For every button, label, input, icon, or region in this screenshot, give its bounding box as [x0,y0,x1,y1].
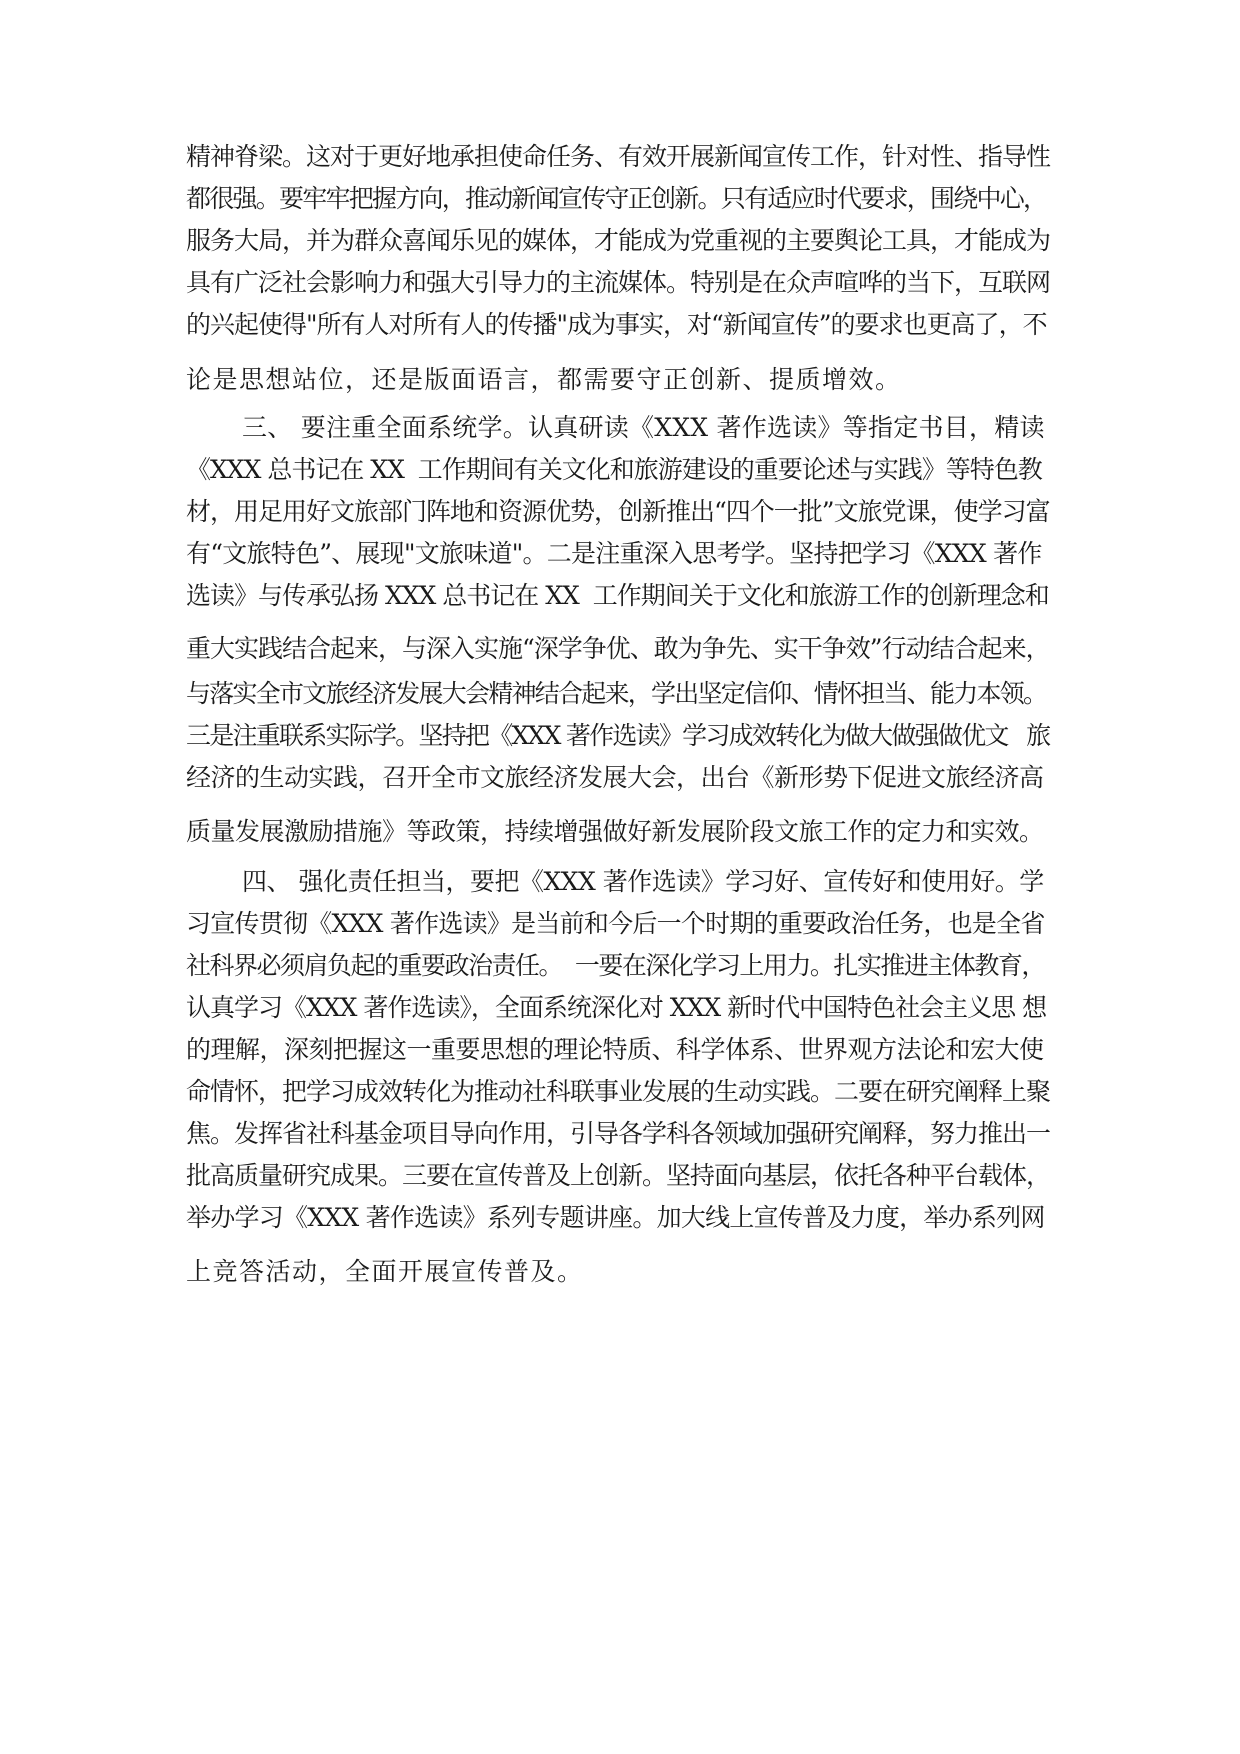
paragraph-line: 选读》与传承弘扬 XXX 总书记在 XX 工作期间关于文化和旅游工作的创新理念和 [186,581,1049,610]
paragraph-line: 论是思想站位，还是版面语言，都需要守正创新、提质增效。 [186,365,902,394]
paragraph-line: 认真学习《XXX 著作选读》，全面系统深化对 XXX 新时代中国特色社会主义思 想 [186,993,1047,1022]
paragraph-line: 服务大局，并为群众喜闻乐见的媒体，才能成为党重视的主要舆论工具，才能成为 [186,226,1051,255]
paragraph-line: 具有广泛社会影响力和强大引导力的主流媒体。特别是在众声喧哗的当下，互联网 [186,268,1051,297]
paragraph-line: 习宣传贯彻《XXX 著作选读》是当前和今后一个时期的重要政治任务，也是全省 [186,909,1045,938]
paragraph-line: 的兴起使得"所有人对所有人的传播"成为事实，对“新闻宣传”的要求也更高了，不 [186,310,1047,339]
paragraph-line: 批高质量研究成果。三要在宣传普及上创新。坚持面向基层，依托各种平台载体， [186,1161,1051,1190]
paragraph-line: 与落实全市文旅经济发展大会精神结合起来，学出坚定信仰、情怀担当、能力本领。 [186,679,1047,708]
paragraph-line: 焦。发挥省社科基金项目导向作用，引导各学科各领域加强研究阐释，努力推出一 [186,1119,1051,1148]
paragraph-line: 有“文旅特色”、展现"文旅味道"。二是注重深入思考学。坚持把学习《XXX 著作 [186,539,1042,568]
paragraph-line: 上竞答活动，全面开展宣传普及。 [186,1257,584,1286]
paragraph-line: 材，用足用好文旅部门阵地和资源优势，创新推出“四个一批”文旅党课，使学习富 [186,497,1050,526]
paragraph-line: 重大实践结合起来，与深入实施“深学争优、敢为争先、实干争效”行动结合起来， [186,634,1050,663]
paragraph-line: 质量发展激励措施》等政策，持续增强做好新发展阶段文旅工作的定力和实效。 [186,817,1044,846]
section-heading-line: 四、 强化责任担当，要把《XXX 著作选读》学习好、宣传好和使用好。学 [242,867,1044,896]
paragraph-line: 《XXX 总书记在 XX 工作期间有关文化和旅游建设的重要论述与实践》等特色教 [186,455,1042,484]
paragraph-line: 都很强。要牢牢把握方向，推动新闻宣传守正创新。只有适应时代要求，围绕中心， [186,184,1047,213]
paragraph-line: 经济的生动实践，召开全市文旅经济发展大会，出台《新形势下促进文旅经济高 [186,763,1044,792]
paragraph-line: 三是注重联系实际学。坚持把《XXX 著作选读》学习成效转化为做大做强做优文 旅 [186,721,1050,750]
paragraph-line: 举办学习《XXX 著作选读》系列专题讲座。加大线上宣传普及力度，举办系列网 [186,1203,1045,1232]
paragraph-line: 的理解，深刻把握这一重要思想的理论特质、科学体系、世界观方法论和宏大使 [186,1035,1044,1064]
paragraph-line: 命情怀，把学习成效转化为推动社科联事业发展的生动实践。二要在研究阐释上聚 [186,1077,1051,1106]
section-heading-line: 三、 要注重全面系统学。认真研读《XXX 著作选读》等指定书目，精读 [242,413,1045,442]
paragraph-line: 精神脊梁。这对于更好地承担使命任务、有效开展新闻宣传工作，针对性、指导性 [186,142,1051,171]
paragraph-line: 社科界必须肩负起的重要政治责任。 一要在深化学习上用力。扎实推进主体教育， [186,951,1045,980]
